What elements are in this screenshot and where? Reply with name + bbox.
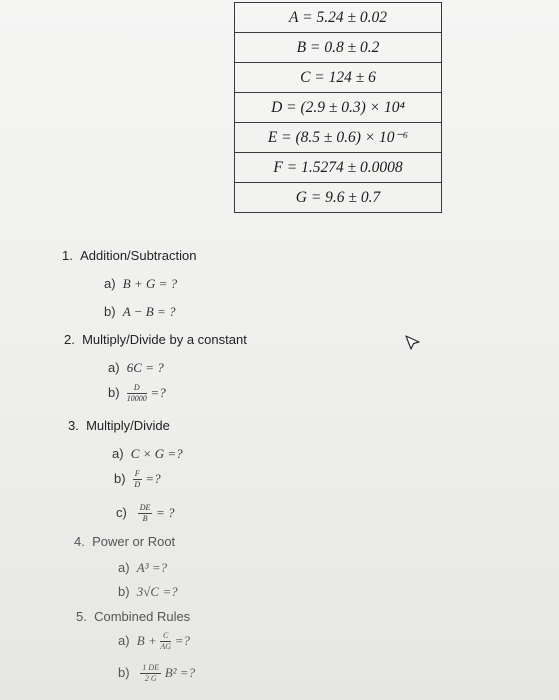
fraction: $\frac{C}{AG}$ [160, 631, 172, 651]
question-label: b) [118, 584, 130, 599]
table-row [235, 183, 442, 213]
value-f: F = 1.5274 ± 0.0008 [235, 153, 442, 183]
section-1-heading [62, 248, 196, 263]
value-g: G = 9.6 ± 0.7 [235, 183, 442, 213]
section-2-heading [64, 332, 247, 347]
value-c: C = 124 ± 6 [235, 63, 442, 93]
question-expression: C × G =? [130, 446, 183, 461]
question-label: b) [104, 304, 116, 319]
section-3-heading [68, 418, 170, 433]
section-number: 3. [68, 418, 79, 433]
question-expression: A³ =? [136, 560, 168, 575]
question-2b [108, 384, 166, 403]
fraction: $\frac{DE}{B}$ [139, 503, 151, 523]
fraction: $\frac{D}{10000}$ [126, 383, 147, 403]
section-title: Multiply/Divide by a constant [82, 332, 247, 347]
section-number: 2. [64, 332, 75, 347]
section-title: Combined Rules [94, 609, 191, 624]
question-1a [104, 276, 177, 292]
fraction: $\frac{1 DE}{2 G}$ [142, 663, 160, 683]
question-4b [118, 584, 178, 600]
question-expression: 3√C =? [136, 584, 178, 599]
values-table [234, 2, 442, 213]
question-1b [104, 304, 176, 320]
question-label: b) [108, 384, 120, 400]
section-number: 4. [74, 534, 85, 549]
question-3a [112, 446, 183, 462]
question-label: a) [108, 360, 120, 375]
question-2a [108, 360, 164, 376]
mouse-pointer-icon [404, 333, 422, 351]
question-label: b) [118, 664, 130, 680]
table-row [235, 123, 442, 153]
question-expression: B² =? [164, 664, 196, 680]
question-expression: A − B = ? [122, 304, 176, 319]
section-number: 1. [62, 248, 73, 263]
table-row [235, 33, 442, 63]
question-expression: B + G = ? [122, 276, 178, 291]
section-title: Power or Root [92, 534, 176, 549]
question-label: a) [118, 632, 130, 648]
table-row [235, 63, 442, 93]
question-4a [118, 560, 167, 576]
question-label: b) [114, 470, 126, 486]
section-5-heading [76, 609, 190, 624]
question-3b [114, 470, 161, 489]
fraction: $\frac{F}{D}$ [134, 469, 141, 489]
section-number: 5. [76, 609, 87, 624]
question-3c [116, 504, 175, 523]
question-expression: =? [174, 632, 190, 648]
section-title: Addition/Subtraction [80, 248, 197, 263]
section-4-heading [74, 534, 175, 549]
question-expression: =? [150, 384, 166, 400]
question-5a [118, 632, 190, 651]
section-title: Multiply/Divide [86, 418, 170, 433]
value-b: B = 0.8 ± 0.2 [235, 33, 442, 63]
table-row [235, 3, 442, 33]
question-label: c) [116, 504, 127, 520]
question-label: a) [104, 276, 116, 291]
value-d: D = (2.9 ± 0.3) × 10⁴ [235, 93, 442, 123]
question-label: a) [112, 446, 124, 461]
question-5b [118, 664, 195, 683]
question-expression: =? [145, 470, 161, 486]
question-label: a) [118, 560, 130, 575]
value-e: E = (8.5 ± 0.6) × 10⁻⁶ [235, 123, 442, 153]
question-expression: B + [136, 632, 157, 648]
question-expression: 6C = ? [126, 360, 164, 375]
value-a: A = 5.24 ± 0.02 [235, 3, 442, 33]
table-row [235, 93, 442, 123]
table-row [235, 153, 442, 183]
question-expression: = ? [155, 504, 175, 520]
